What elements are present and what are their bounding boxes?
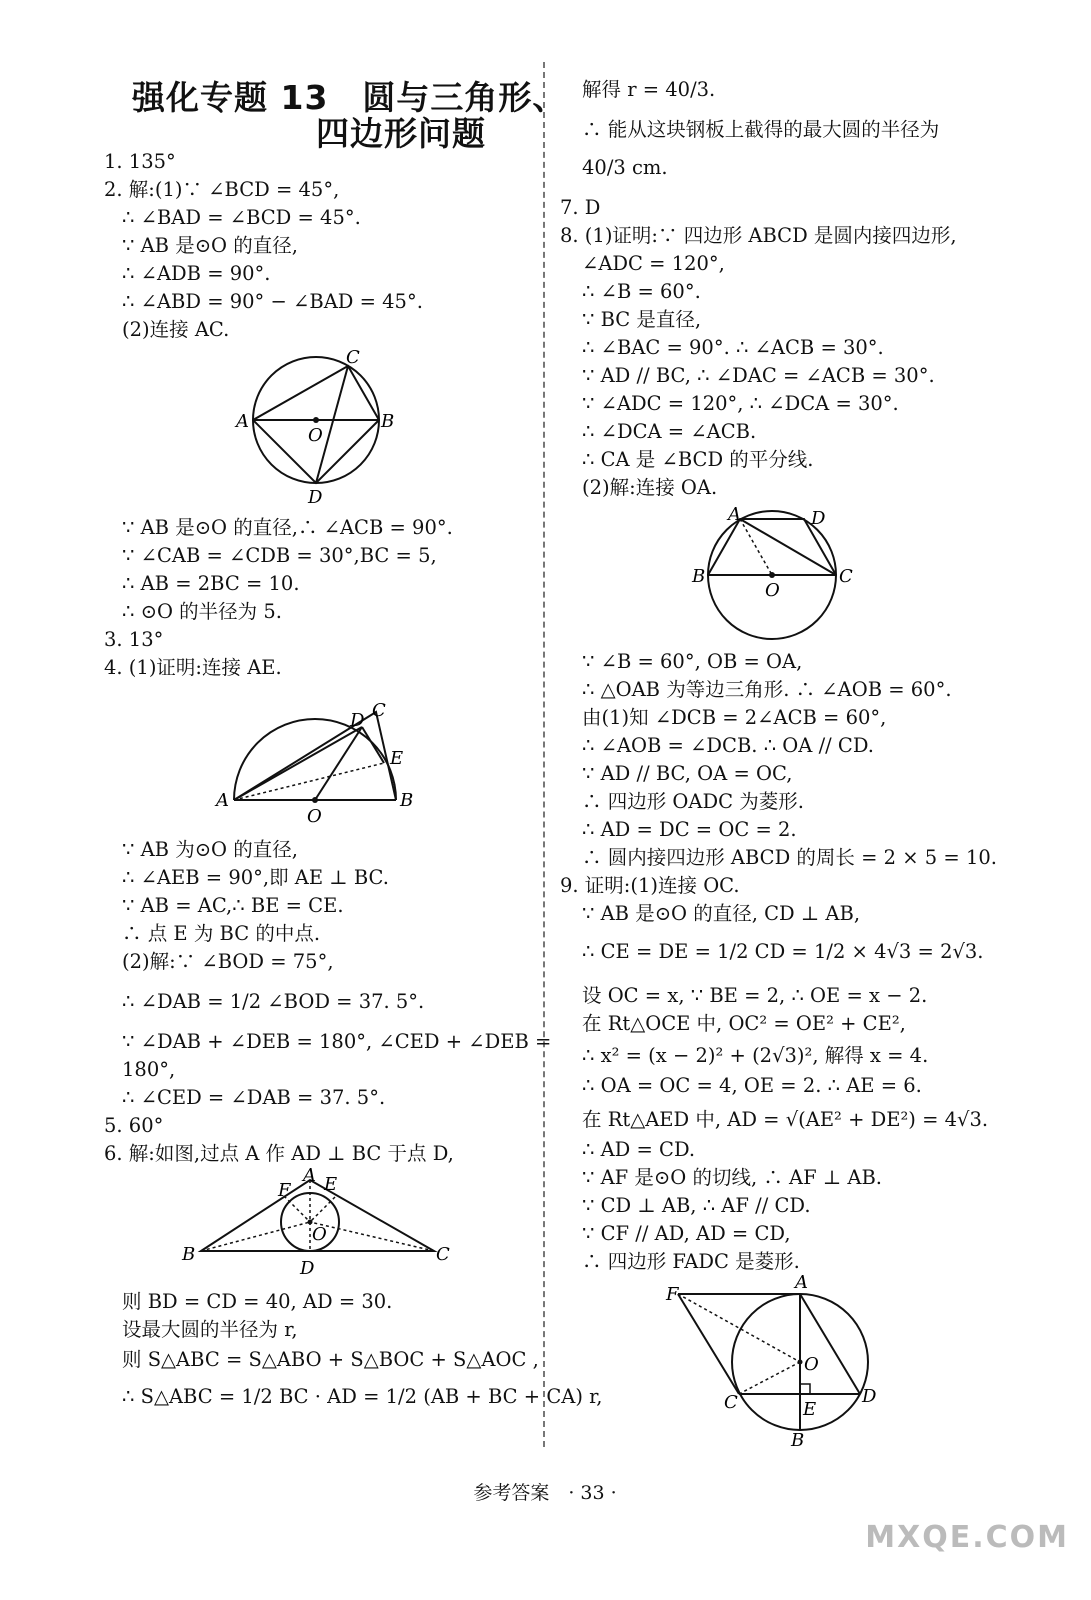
- figure-q4-semicircle: [214, 700, 424, 825]
- answer-line: 4. (1)证明:连接 AE.: [104, 656, 282, 679]
- figure-q8-cyclic-quad: [690, 500, 865, 645]
- answer-line: ∵ AF 是⊙O 的切线, ∴ AF ⊥ AB.: [582, 1166, 882, 1189]
- fig9-label: A: [795, 1272, 808, 1293]
- answer-line: ∴ △OAB 为等边三角形. ∴ ∠AOB = 60°.: [582, 678, 952, 701]
- fig4-label: C: [372, 700, 386, 721]
- fig9-label: D: [862, 1386, 877, 1407]
- figure-q6-triangle-incircle: [180, 1165, 455, 1280]
- answer-line: ∵ AB 是⊙O 的直径, CD ⊥ AB,: [582, 902, 861, 925]
- answer-line: 由(1)知 ∠DCB = 2∠ACB = 60°,: [582, 706, 887, 729]
- answer-line: ∵ AB 是⊙O 的直径,: [122, 234, 298, 257]
- fig4-label: E: [390, 748, 404, 769]
- fig8-label: B: [692, 566, 706, 587]
- answer-line: 解得 r = 40/3.: [582, 78, 716, 101]
- fig2-label: D: [308, 487, 323, 508]
- answer-line: ∵ AB 为⊙O 的直径,: [122, 838, 298, 861]
- answer-line: ∵ CD ⊥ AB, ∴ AF // CD.: [582, 1194, 811, 1217]
- answer-line: 1. 135°: [104, 150, 176, 173]
- fig6-label: B: [182, 1244, 196, 1265]
- answer-line: ∴ ⊙O 的半径为 5.: [122, 600, 282, 623]
- fig8-label: O: [765, 580, 780, 601]
- answer-line: 则 S△ABC = S△ABO + S△BOC + S△AOC ,: [122, 1348, 539, 1371]
- answer-line: 180°,: [122, 1058, 176, 1081]
- fig6-label: A: [303, 1165, 316, 1186]
- answer-line: ∴ 点 E 为 BC 的中点.: [122, 922, 321, 945]
- answer-line: ∴ AB = 2BC = 10.: [122, 572, 300, 595]
- answer-line: ∵ CF // AD, AD = CD,: [582, 1222, 791, 1245]
- fig2-label: B: [381, 411, 395, 432]
- fig8-label: D: [811, 508, 826, 529]
- answer-line: ∵ ∠ADC = 120°, ∴ ∠DCA = 30°.: [582, 392, 899, 415]
- fig9-label: C: [724, 1392, 738, 1413]
- answer-line: ∴ 圆内接四边形 ABCD 的周长 = 2 × 5 = 10.: [582, 846, 997, 869]
- answer-line: ∴ ∠AEB = 90°,即 AE ⊥ BC.: [122, 866, 389, 889]
- fig4-label: A: [216, 790, 229, 811]
- page-footer: 参考答案 · 33 ·: [473, 1482, 617, 1504]
- answer-line: ∵ AB 是⊙O 的直径,∴ ∠ACB = 90°.: [122, 516, 453, 539]
- answer-line: ∴ ∠DAB = 1/2 ∠BOD = 37. 5°.: [122, 990, 425, 1013]
- fig6-label: E: [324, 1174, 338, 1195]
- answer-line: 6. 解:如图,过点 A 作 AD ⊥ BC 于点 D,: [104, 1142, 454, 1165]
- answer-line: ∵ ∠DAB + ∠DEB = 180°, ∠CED + ∠DEB =: [122, 1030, 552, 1053]
- answer-line: 设最大圆的半径为 r,: [122, 1318, 298, 1341]
- fig2-label: O: [308, 425, 323, 446]
- answer-line: ∵ ∠B = 60°, OB = OA,: [582, 650, 803, 673]
- answer-line: 8. (1)证明:∵ 四边形 ABCD 是圆内接四边形,: [560, 224, 957, 247]
- answer-line: (2)解:连接 OA.: [582, 476, 718, 499]
- answer-line: ∴ ∠ADB = 90°.: [122, 262, 271, 285]
- fig6-label: F: [278, 1180, 291, 1201]
- answer-line: ∴ 四边形 OADC 为菱形.: [582, 790, 804, 813]
- fig9-label: O: [804, 1354, 819, 1375]
- answer-line: ∵ BC 是直径,: [582, 308, 702, 331]
- fig6-label: O: [312, 1224, 327, 1245]
- answer-line: ∠ADC = 120°,: [582, 252, 725, 275]
- fig6-label: D: [300, 1258, 315, 1279]
- answer-line: ∴ AD = DC = OC = 2.: [582, 818, 797, 841]
- fig8-label: C: [839, 566, 853, 587]
- figure-q2-circle: [236, 345, 406, 510]
- watermark: MXQE.COM: [865, 1520, 1069, 1555]
- answer-line: ∴ OA = OC = 4, OE = 2. ∴ AE = 6.: [582, 1074, 922, 1097]
- answer-line: (2)解:∵ ∠BOD = 75°,: [122, 950, 334, 973]
- answer-line: ∴ CA 是 ∠BCD 的平分线.: [582, 448, 814, 471]
- answer-line: (2)连接 AC.: [122, 318, 230, 341]
- answer-line: ∴ AD = CD.: [582, 1138, 696, 1161]
- answer-line: ∴ ∠DCA = ∠ACB.: [582, 420, 757, 443]
- answer-line: ∴ ∠ABD = 90° − ∠BAD = 45°.: [122, 290, 423, 313]
- fig4-label: D: [350, 710, 365, 731]
- figure-q9-rhombus-circle: [666, 1270, 891, 1450]
- answer-line: ∴ S△ABC = 1/2 BC · AD = 1/2 (AB + BC + CA) r,: [122, 1385, 603, 1408]
- answer-line: ∴ ∠BAD = ∠BCD = 45°.: [122, 206, 361, 229]
- answer-line: 3. 13°: [104, 628, 164, 651]
- answer-line: ∵ AD // BC, OA = OC,: [582, 762, 793, 785]
- fig8-label: A: [728, 504, 741, 525]
- page-title-line-2: 四边形问题: [316, 114, 486, 153]
- answer-line: 设 OC = x, ∵ BE = 2, ∴ OE = x − 2.: [582, 984, 928, 1007]
- answer-line: ∵ AD // BC, ∴ ∠DAC = ∠ACB = 30°.: [582, 364, 935, 387]
- answer-line: 在 Rt△AED 中, AD = √(AE² + DE²) = 4√3.: [582, 1108, 989, 1131]
- fig9-label: B: [791, 1430, 805, 1451]
- answer-line: ∴ ∠BAC = 90°. ∴ ∠ACB = 30°.: [582, 336, 884, 359]
- page-title-line-1: 强化专题 13 圆与三角形、: [132, 78, 567, 117]
- answer-line: 5. 60°: [104, 1114, 164, 1137]
- fig2-label: C: [346, 347, 360, 368]
- answer-line: ∴ 能从这块钢板上截得的最大圆的半径为: [582, 118, 940, 141]
- answer-line: ∴ 四边形 FADC 是菱形.: [582, 1250, 800, 1273]
- answer-line: 40/3 cm.: [582, 156, 668, 179]
- fig4-label: B: [400, 790, 414, 811]
- answer-line: ∵ ∠CAB = ∠CDB = 30°,BC = 5,: [122, 544, 437, 567]
- answer-line: 在 Rt△OCE 中, OC² = OE² + CE²,: [582, 1012, 906, 1035]
- answer-line: ∴ ∠AOB = ∠DCB. ∴ OA // CD.: [582, 734, 874, 757]
- fig6-label: C: [436, 1244, 450, 1265]
- column-divider: [543, 62, 545, 1447]
- answer-line: ∴ ∠CED = ∠DAB = 37. 5°.: [122, 1086, 386, 1109]
- answer-line: 2. 解:(1)∵ ∠BCD = 45°,: [104, 178, 340, 201]
- answer-line: 9. 证明:(1)连接 OC.: [560, 874, 740, 897]
- answer-line: ∴ x² = (x − 2)² + (2√3)², 解得 x = 4.: [582, 1044, 929, 1067]
- fig9-label: F: [666, 1284, 679, 1305]
- fig2-label: A: [236, 411, 249, 432]
- fig4-label: O: [307, 806, 322, 827]
- answer-line: ∴ ∠B = 60°.: [582, 280, 701, 303]
- answer-line: 7. D: [560, 196, 601, 219]
- answer-line: ∴ CE = DE = 1/2 CD = 1/2 × 4√3 = 2√3.: [582, 940, 984, 963]
- fig9-label: E: [803, 1399, 817, 1420]
- answer-line: 则 BD = CD = 40, AD = 30.: [122, 1290, 393, 1313]
- answer-line: ∵ AB = AC,∴ BE = CE.: [122, 894, 344, 917]
